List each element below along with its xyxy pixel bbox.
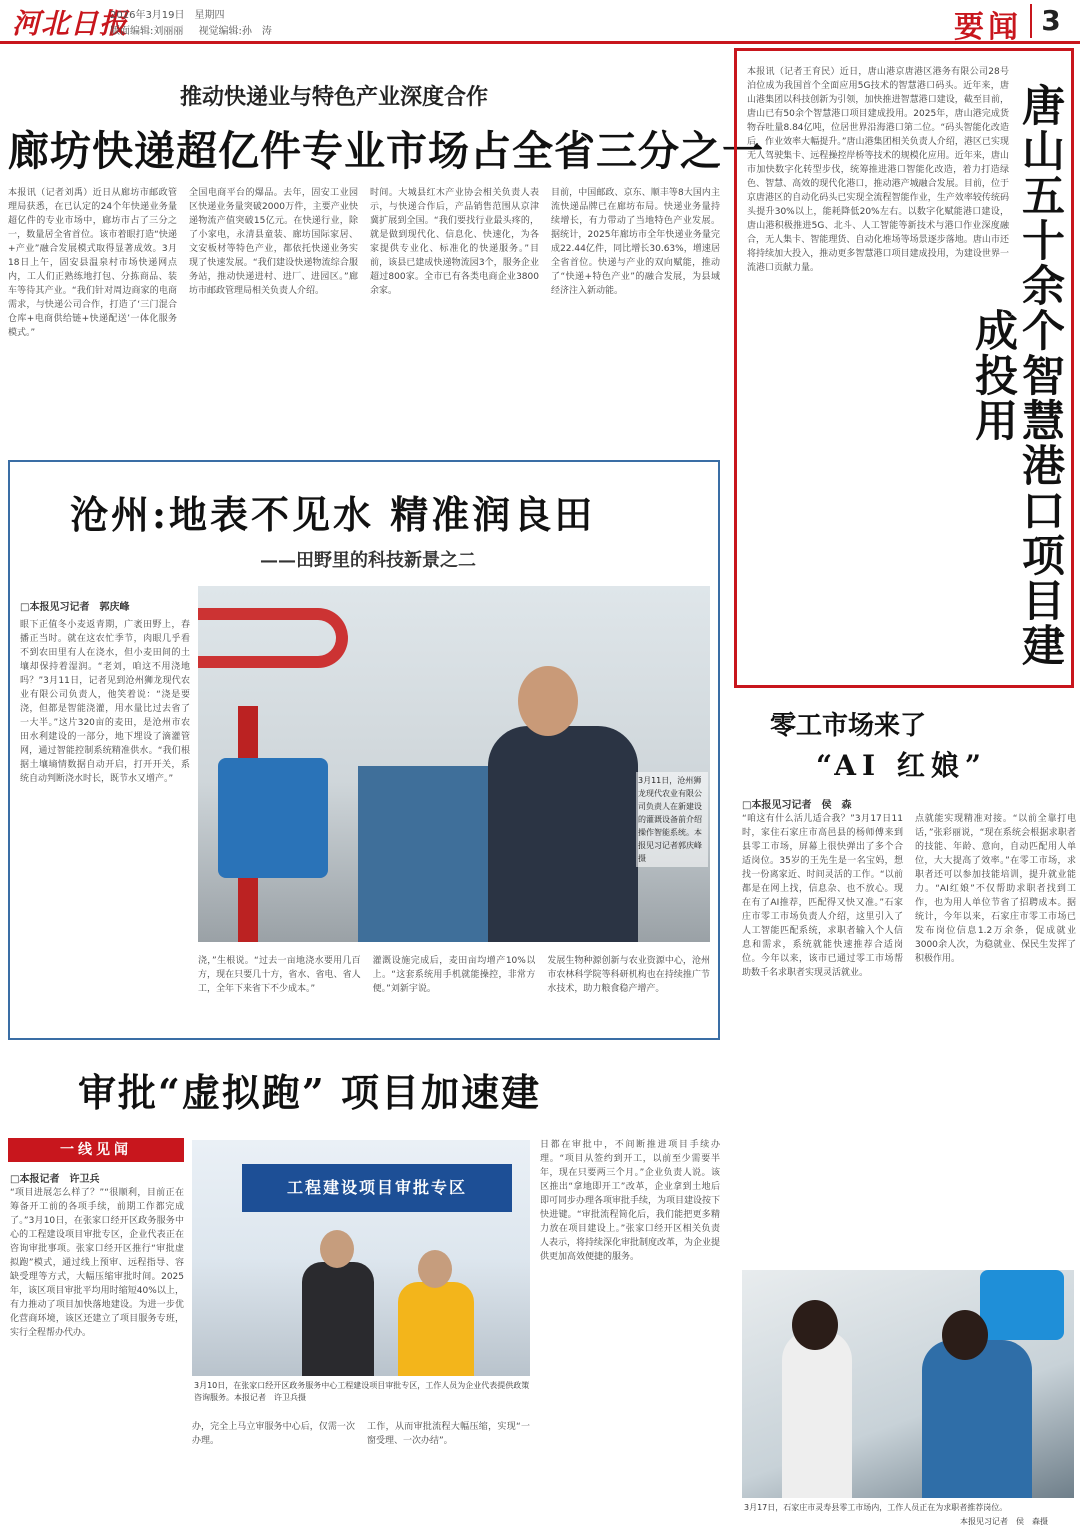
irrigation-photo[interactable] xyxy=(198,586,710,942)
worker-figure xyxy=(488,726,638,942)
article1-col3: 时间。大城县红木产业协会相关负责人表示，与快递合作后，产品销售范围从京津冀扩展到全国。“我们要找行业最头疼的，就是做到现代化、信息化、快速化，为各家提供专业化、标准化的快递服务。”目前，该县已建成快递物流园3个，服务企业超过800家。全市已有各类电商企业3800余家。 xyxy=(370,188,539,296)
editor-credits xyxy=(110,22,284,37)
cangzhou-leftcol: 眼下正值冬小麦返青期，广袤田野上，春播正当时。就在这农忙季节，肉眼几乎看不到农田里有人在浇水，但小麦田间的土壤却保持着湿润。“老刘，咱这不用浇地吗？”3月11日，记者见到沧州狮龙现代农业有限公司负责人，他笑着说：“浇是要浇，但都是智能浇灌，用水量比过去省了一大半。”这片320亩的麦田，是沧州市农田水利建设的一部分，地下埋设了滴灌管网，通过智能控制系统精准供水。“我们根据土壤墒情数据自动开启，打开开关，系统自动判断浇水时长，既节水又增产。” xyxy=(20,620,190,784)
job-market-credit: 本报见习记者 侯 森摄 xyxy=(960,1517,1048,1526)
jobseeker-head xyxy=(792,1300,838,1350)
approval-photo-caption: 3月10日，在张家口经开区政务服务中心工程建设项目审批专区，工作人员为企业代表提供政策咨询服务。本报记者 许卫兵摄 xyxy=(194,1381,530,1402)
info-sign xyxy=(980,1270,1064,1340)
ai-body xyxy=(742,812,1076,1262)
approval-photo[interactable] xyxy=(192,1140,530,1376)
cangzhou-feature xyxy=(8,460,720,1040)
staff-figure xyxy=(922,1340,1032,1498)
cangzhou-byline: □本报见习记者 郭庆峰 xyxy=(20,602,130,613)
newspaper-logo: 河北日报 xyxy=(12,7,129,40)
cangzhou-bottom-cols xyxy=(198,954,710,1036)
job-market-caption: 3月17日，石家庄市灵寿县零工市场内，工作人员正在为求职者推荐岗位。 xyxy=(744,1503,1008,1512)
article1-col4: 目前，中国邮政、京东、顺丰等8大国内主流快递品牌已在廊坊布局。快递业务量持续增长，有力带动了当地特色产业发展。据统计，2025年廊坊市全年快递业务量完成22.44亿件，同比增长30.63%，增速居全省首位。快递与产业的双向赋能，推动了“快递+特色产业”的融合发展，为县域经济注入新动能。 xyxy=(551,188,720,296)
red-pipe xyxy=(198,608,348,668)
ai-byline: □本报见习记者 侯 森 xyxy=(742,800,852,811)
official-head xyxy=(320,1230,354,1268)
cangzhou-bottom1: 浇，”生根说。“过去一亩地浇水要用几百方，现在只要几十方，省水、省电、省人工，全年下来省下不少成本。” xyxy=(198,956,361,994)
jobseeker-figure xyxy=(782,1330,852,1498)
article1-col1: 本报讯（记者刘禹）近日从廊坊市邮政管理局获悉，在已认定的24个年快递业务量超亿件的专业市场中，廊坊市占了三分之一，数量居全省首位。该市着眼打造“快递+产业”融合发展模式取得显著成效。3月18日上午，固安县温泉村市场快递网点内，工人们正熟练地打包、分拣商品、装车等待其产业。“我们针对周边商家的电商需求，与快递公司合作，打造了‘三门混合仓库+电商供给链+快递配送’一体化服务模式。” xyxy=(8,188,177,338)
page-editor: 版面编辑:刘丽丽 xyxy=(110,26,184,37)
cangzhou-bottom2: 灌溉设施完成后，麦田亩均增产10%以上。“这套系统用手机就能操控，非常方便。”刘新宇说。 xyxy=(372,956,536,994)
visitor-head xyxy=(418,1250,452,1288)
ai-headline-line2[interactable]: “AI 红娘” xyxy=(816,749,987,782)
staff-head xyxy=(942,1310,988,1360)
page-number: 3 xyxy=(1030,4,1070,38)
irrigation-photo-caption: 3月11日，沧州狮龙现代农业有限公司负责人在新建设的灌溉设备前介绍操作智能系统。本报见习记者郭庆峰摄 xyxy=(636,772,708,867)
approval-headline[interactable]: 审批“虚拟跑” 项目加速建 xyxy=(78,1070,541,1115)
cangzhou-headline[interactable]: 沧州:地表不见水 精准润良田 xyxy=(70,492,596,537)
approval-bottom2: 工作，从而审批流程大幅压缩，实现“一窗受理、一次办结”。 xyxy=(367,1422,530,1446)
ai-col2: 点就能实现精准对接。“以前全靠打电话，”张彩丽说，“现在系统会根据求职者的技能、年龄、意向，自动匹配用人单位，大大提高了效率。”在零工市场，求职者还可以参加技能培训，提升就业能力。“AI红娘”不仅帮助求职者找到工作，也为用人单位节省了招聘成本。据统计，今年以来，石家庄市零工市场已发布岗位信息1.2万余条，促成就业3000余人次，为稳就业、保民生发挥了积极作用。 xyxy=(915,814,1076,964)
approval-byline: □本报记者 许卫兵 xyxy=(10,1174,100,1185)
ai-col1: “咱这有什么活儿适合我？”3月17日11时，家住石家庄市高邑县的杨师傅来到县零工市场，屏幕上很快弹出了多个合适岗位。35岁的王先生是一名宝妈，想找一份离家近、时间灵活的工作。“以前都是在网上找，信息杂、也不放心。现在有了AI推荐，匹配得又快又准。”石家庄市零工市场负责人介绍，这里引入了人工智能匹配系统，求职者输入个人信息和需求，系统就能快速推荐合适岗位。今年以来，该市已通过零工市场帮助数千名求职者实现灵活就业。 xyxy=(742,814,903,978)
visitor-figure xyxy=(398,1282,474,1376)
masthead xyxy=(0,0,1080,44)
section-tag: 一线见闻 xyxy=(8,1138,184,1162)
section-name: 要闻 xyxy=(954,10,1022,45)
visual-editor: 视觉编辑:孙 涛 xyxy=(198,26,272,37)
ai-headline-line1[interactable]: 零工市场来了 xyxy=(770,711,927,741)
article1-body xyxy=(8,186,720,448)
tangshan-body: 本报讯（记者王育民）近日，唐山港京唐港区港务有限公司28号泊位成为我国首个全面应用5G技术的智慧港口码头。近年来，唐山港集团以科技创新为引领，加快推进智慧港口建设，截至目前，唐山已有50余个智慧港口项目建成投用。2025年，唐山港完成货物吞吐量8.84亿吨，位居世界沿海港口第二位。“码头智能化改造后，作业效率大幅提升。”唐山港集团相关负责人介绍，港区已实现无人驾驶集卡、远程操控岸桥等技术的规模化应用。近年来，唐山市加快数字化转型步伐，统筹推进港口智能化改造，着力打造绿色、智慧、高效的现代化港口，推动港产城融合发展。目前，位于京唐港区的自动化码头已实现全流程智能作业，生产效率较传统码头提升30%以上，能耗降低20%左右。以数字化赋能港口建设，唐山港积极推进5G、北斗、人工智能等新技术与港口作业深度融合，无人集卡、智能理货、自动化堆场等场景逐步落地。唐山市还将持续加大投入，推动更多智慧港口项目建成投用，为建设世界一流港口贡献力量。 xyxy=(747,67,1009,273)
cangzhou-bottom3: 发展生物种源创新与农业资源中心，沧州市农林科学院等科研机构也在持续推广节水技术，助力粮食稳产增产。 xyxy=(547,956,711,994)
worker-head xyxy=(518,666,578,736)
issue-date: 2026年3月19日 星期四 xyxy=(110,10,225,21)
approval-bottom1: 办，完全上马立审服务中心后，仅需一次办理。 xyxy=(192,1422,355,1446)
approval-banner: 工程建设项目审批专区 xyxy=(242,1164,512,1212)
approval-bottom-cols xyxy=(192,1420,530,1526)
pump-motor xyxy=(218,758,328,878)
article1-headline[interactable]: 廊坊快递超亿件专业市场占全省三分之一 xyxy=(8,127,764,175)
approval-col1: “项目进展怎么样了？”“很顺利，目前正在筹备开工前的各项手续，前期工作都完成了。”3月10日，在张家口经开区政务服务中心的工程建设项目审批专区，企业代表正在咨询审批事项。张家口经开区推行“审批虚拟跑”模式，通过线上预审、远程指导、容缺受理等方式，大幅压缩审批时间。2025年，该区项目审批平均用时缩短40%以上，有力推动了项目加快落地建设。为进一步优化营商环境，该区还建立了项目服务专班，实行全程帮办代办。 xyxy=(10,1188,184,1338)
approval-col3: 日都在审批中，不间断推进项目手续办理。“项目从签约到开工，以前至少需要半年，现在只要两三个月。”企业负责人说。该区推出“拿地即开工”改革，企业拿到土地后即可同步办理各项审批手续，为项目建设按下快进键。“审批流程简化后，我们能把更多精力放在项目建设上。”张家口经开区相关负责人表示，将持续深化审批制度改革，为企业提供更加高效便捷的服务。 xyxy=(540,1140,720,1262)
official-figure xyxy=(302,1262,374,1376)
article1-col2: 全国电商平台的爆品。去年，固安工业园区快递业务量突破2000万件，主要产业快递物流产值突破15亿元。在快递行业，除了小家电，永清县童装、廊坊国际家居、文安板材等特色产业，都依托快递业务实现了快速发展。“我们建设快递物流综合服务站，推动快递进村、进厂、进园区。”廊坊市邮政管理局相关负责人介绍。 xyxy=(189,188,358,296)
article1-kicker: 推动快递业与特色产业深度合作 xyxy=(180,84,489,110)
cangzhou-subhead: ——田野里的科技新景之二 xyxy=(260,550,476,571)
tangshan-headline[interactable]: 唐山五十余个智慧港口项目建成投用 xyxy=(968,82,1065,668)
tangshan-port-article xyxy=(734,48,1074,688)
job-market-photo[interactable] xyxy=(742,1270,1074,1498)
